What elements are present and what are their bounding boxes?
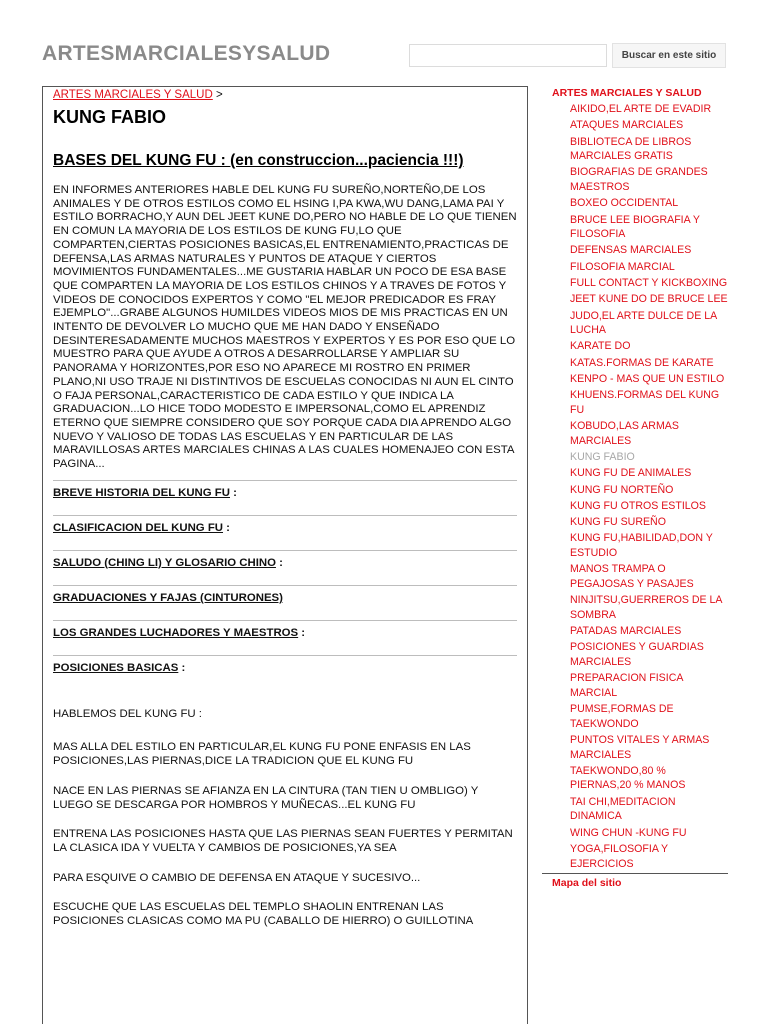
- sidebar-item[interactable]: PREPARACION FISICA MARCIAL: [570, 672, 683, 699]
- sidebar-item[interactable]: PUMSE,FORMAS DE TAEKWONDO: [570, 703, 674, 730]
- page-title: KUNG FABIO: [53, 107, 167, 127]
- section-heading-suffix: :: [223, 521, 230, 534]
- sidebar-item[interactable]: PATADAS MARCIALES: [570, 625, 682, 638]
- sidebar-item[interactable]: BOXEO OCCIDENTAL: [570, 197, 679, 210]
- section-heading-suffix: :: [298, 626, 306, 639]
- sidebar-item[interactable]: POSICIONES Y GUARDIAS MARCIALES: [570, 641, 704, 668]
- section-heading-label: CLASIFICACION DEL KUNG FU: [53, 521, 224, 534]
- sidebar-item[interactable]: KENPO - MAS QUE UN ESTILO: [570, 373, 725, 386]
- section-heading: [53, 585, 517, 620]
- sidebar-item[interactable]: FULL CONTACT Y KICKBOXING: [570, 277, 728, 290]
- site-title[interactable]: ARTESMARCIALESYSALUD: [42, 42, 331, 65]
- section-heading: [53, 515, 517, 550]
- sidebar-item[interactable]: KUNG FU SUREÑO: [570, 516, 666, 529]
- search-input[interactable]: [409, 44, 607, 67]
- sidebar-item[interactable]: KUNG FU,HABILIDAD,DON Y ESTUDIO: [570, 532, 713, 560]
- section-list: [53, 480, 517, 690]
- article-body: [53, 708, 517, 929]
- section-heading-suffix: :: [178, 661, 186, 674]
- sidebar-item[interactable]: MANOS TRAMPA O PEGAJOSAS Y PASAJES: [570, 563, 694, 590]
- sidebar-item[interactable]: NINJITSU,GUERREROS DE LA SOMBRA: [570, 594, 722, 621]
- section-heading: [53, 480, 517, 515]
- main-content: [42, 86, 528, 1024]
- section-heading-label: POSICIONES BASICAS: [53, 661, 179, 674]
- sidebar-item[interactable]: DEFENSAS MARCIALES: [570, 244, 692, 257]
- article-paragraph: HABLEMOS DEL KUNG FU :: [53, 707, 202, 720]
- breadcrumb: [53, 89, 517, 101]
- article-paragraph: ENTRENA LAS POSICIONES HASTA QUE LAS PIERNAS SEAN FUERTES Y PERMITAN LA CLASICA IDA Y VUELTA Y CAMBIOS DE POSICIONES,YA SEA: [53, 828, 513, 854]
- sidebar-item[interactable]: JEET KUNE DO DE BRUCE LEE: [570, 293, 728, 306]
- section-heading-label: LOS GRANDES LUCHADORES Y MAESTROS: [53, 626, 299, 639]
- sidebar-item[interactable]: KUNG FU DE ANIMALES: [570, 467, 692, 480]
- sidebar-item[interactable]: KUNG FU NORTEÑO: [570, 483, 674, 496]
- sidebar-item[interactable]: PUNTOS VITALES Y ARMAS MARCIALES: [570, 734, 710, 761]
- article-paragraph: PARA ESQUIVE O CAMBIO DE DEFENSA EN ATAQUE Y SUCESIVO...: [53, 871, 421, 884]
- section-heading-suffix: :: [275, 556, 283, 569]
- section-heading-label: SALUDO (CHING LI) Y GLOSARIO CHINO: [53, 556, 276, 569]
- section-heading: [53, 550, 517, 585]
- breadcrumb-separator: >: [212, 89, 223, 101]
- section-heading: [53, 655, 517, 690]
- sidebar: [542, 86, 728, 889]
- section-heading-label: BREVE HISTORIA DEL KUNG FU: [53, 486, 230, 499]
- sidebar-item[interactable]: KARATE DO: [570, 340, 631, 353]
- sidebar-item[interactable]: KOBUDO,LAS ARMAS MARCIALES: [570, 420, 679, 447]
- article-paragraph: ESCUCHE QUE LAS ESCUELAS DEL TEMPLO SHAOLIN ENTRENAN LAS POSICIONES CLASICAS COMO MA PU (CABALLO DE HIERRO) O GUILLOTINA: [53, 901, 474, 928]
- sidebar-item[interactable]: BIOGRAFIAS DE GRANDES MAESTROS: [570, 166, 708, 194]
- sidebar-item[interactable]: WING CHUN -KUNG FU: [570, 826, 687, 839]
- section-heading-label: GRADUACIONES Y FAJAS (CINTURONES): [53, 591, 283, 604]
- sidebar-item[interactable]: TAEKWONDO,80 % PIERNAS,20 % MANOS: [570, 764, 686, 792]
- sidebar-item[interactable]: JUDO,EL ARTE DULCE DE LA LUCHA: [570, 309, 717, 337]
- sidebar-item[interactable]: KATAS.FORMAS DE KARATE: [570, 356, 714, 369]
- intro-paragraph: EN INFORMES ANTERIORES HABLE DEL KUNG FU SUREÑO,NORTEÑO,DE LOS ANIMALES Y DE OTROS ESTILOS COMO EL HSING I,PA KWA,WU DANG,LAMA PAI Y ESTILO BORRACHO,Y AUN DEL JEET KUNE DO,PERO NO HABLE DE LO QUE TIENEN EN COMUN LA MAYORIA DE LOS ESTILOS DE KUNG FU,LO QUE COMPARTEN,CIERTAS POSICIONES BASICAS,EL ENTRENAMIENTO,PRACTICAS DE DEFENSA,LAS ARMAS NATURALES Y PUNTOS DE ATAQUE Y CIERTOS MOVIMIENTOS FUNDAMENTALES...ME GUSTARIA HABLAR UN POCO DE ESA BASE QUE COMPARTEN LA MAYORIA DE LOS ESTILOS CHINOS Y A TRAVES DE FOTOS Y VIDEOS DE CONOCIDOS EXPERTOS Y COMO "EL MEJOR PREDICADOR ES FRAY EJEMPLO"...GRABE ALGUNOS HUMILDES VIDEOS MIOS DE MIS PRACTICAS EN UN INTENTO DE DEVOLVER LO MUCHO QUE ME HAN DADO Y ENSEÑADO DESINTERESADAMENTE MUCHOS MAESTROS Y EXPERTOS Y ES POR ESO QUE LO MUESTRO PARA QUE AYUDE A OTROS A DESARROLLARSE Y AMPLIAR SU PANORAMA Y HORIZONTES,POR ESO NO APARECE MI ROSTRO EN PRIMER PLANO,NI USO TRAJE NI DISTINTIVOS DE ESCUELAS CONOCIDAS NI AUN EL CINTO O FAJA PERSONAL,CARACTERISTICO DE CADA ESTILO Y QUE INDICA LA GRADUACION...LO HICE TODO MODESTO E IMPERSONAL,COMO EL APRENDIZ ETERNO QUE SIEMPRE CONSIDERO QUE SOY PORQUE CADA DIA APRENDO ALGO NUEVO Y VALIOSO DE TODAS LAS ESCUELAS Y EN PARTICULAR DE LAS MARAVILLOSAS ARTES MARCIALES CHINAS A LAS CUALES HOMENAJEO CON ESTA PAGINA...: [53, 184, 517, 471]
- section-title: BASES DEL KUNG FU : (en construccion...paciencia !!!): [53, 152, 464, 169]
- section-heading-suffix: :: [230, 486, 237, 499]
- section-heading: [53, 620, 517, 655]
- breadcrumb-home-link[interactable]: ARTES MARCIALES Y SALUD: [53, 89, 213, 101]
- sidebar-item[interactable]: KUNG FABIO: [570, 451, 635, 464]
- article-paragraph: NACE EN LAS PIERNAS SE AFIANZA EN LA CINTURA (TAN TIEN U OMBLIGO) Y LUEGO SE DESCARGA POR HOMBROS Y MUÑECAS...EL KUNG FU: [53, 784, 479, 811]
- sidebar-item[interactable]: BIBLIOTECA DE LIBROS MARCIALES GRATIS: [570, 135, 692, 163]
- sidebar-item[interactable]: ATAQUES MARCIALES: [570, 119, 684, 132]
- sidebar-heading[interactable]: ARTES MARCIALES Y SALUD: [552, 87, 702, 99]
- sidebar-divider: [542, 873, 728, 874]
- sidebar-item[interactable]: AIKIDO,EL ARTE DE EVADIR: [570, 103, 712, 115]
- search-button[interactable]: Buscar en este sitio: [612, 43, 726, 68]
- article-paragraph: MAS ALLA DEL ESTILO EN PARTICULAR,EL KUNG FU PONE ENFASIS EN LAS POSICIONES,LAS PIERNAS,DICE LA TRADICION QUE EL KUNG FU: [53, 741, 471, 768]
- sidebar-item[interactable]: TAI CHI,MEDITACION DINAMICA: [570, 795, 676, 823]
- sidebar-nav: [542, 102, 728, 871]
- sidebar-item[interactable]: FILOSOFIA MARCIAL: [570, 260, 675, 273]
- sitemap-link[interactable]: Mapa del sitio: [552, 877, 622, 890]
- sidebar-item[interactable]: BRUCE LEE BIOGRAFIA Y FILOSOFIA: [570, 213, 700, 241]
- sidebar-item[interactable]: KUNG FU OTROS ESTILOS: [570, 499, 706, 512]
- sidebar-item[interactable]: KHUENS.FORMAS DEL KUNG FU: [570, 389, 720, 416]
- sidebar-item[interactable]: YOGA,FILOSOFIA Y EJERCICIOS: [570, 842, 668, 870]
